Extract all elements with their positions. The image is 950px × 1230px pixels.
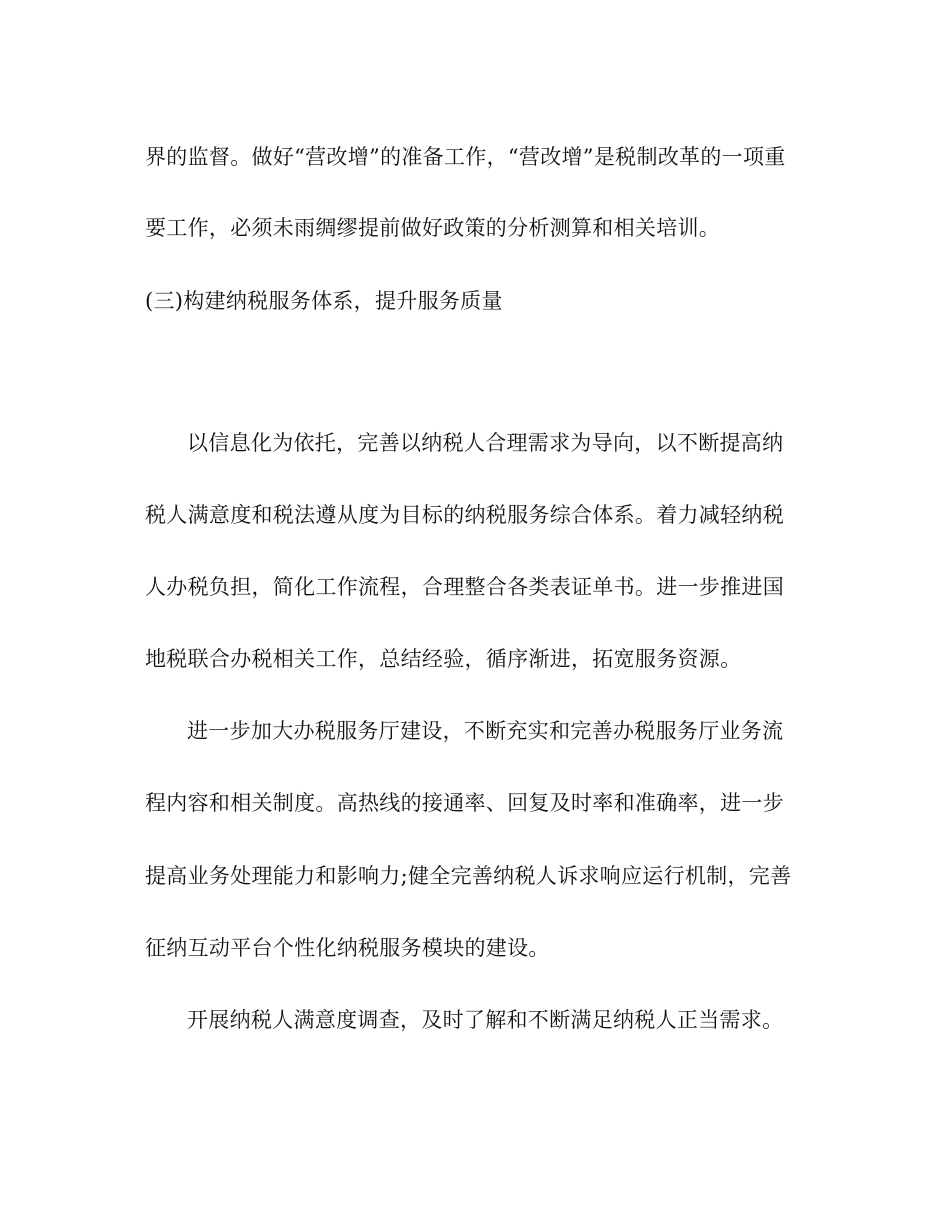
text-line: 要工作，必须未雨绸缪提前做好政策的分析测算和相关培训。 bbox=[145, 216, 721, 240]
paragraph-start-line: 以信息化为依托，完善以纳税人合理需求为导向，以不断提高纳 bbox=[187, 431, 784, 455]
text-line: 地税联合办税相关工作，总结经验，循序渐进，拓宽服务资源。 bbox=[145, 647, 742, 671]
paragraph-start-line: 进一步加大办税服务厅建设，不断充实和完善办税服务厅业务流 bbox=[187, 719, 784, 743]
section-heading: (三)构建纳税服务体系，提升服务质量 bbox=[145, 289, 503, 313]
text-line: 税人满意度和税法遵从度为目标的纳税服务综合体系。着力减轻纳税 bbox=[145, 503, 784, 527]
paragraph-start-line: 开展纳税人满意度调查，及时了解和不断满足纳税人正当需求。 bbox=[187, 1008, 784, 1032]
text-line: 程内容和相关制度。高热线的接通率、回复及时率和准确率，进一步 bbox=[145, 791, 784, 815]
text-line: 人办税负担，简化工作流程，合理整合各类表证单书。进一步推进国 bbox=[145, 575, 784, 599]
text-line: 征纳互动平台个性化纳税服务模块的建设。 bbox=[145, 936, 550, 960]
text-line: 提高业务处理能力和影响力;健全完善纳税人诉求响应运行机制，完善 bbox=[145, 864, 792, 888]
text-line: 界的监督。做好“营改增”的准备工作，“营改增”是税制改革的一项重 bbox=[145, 145, 786, 169]
